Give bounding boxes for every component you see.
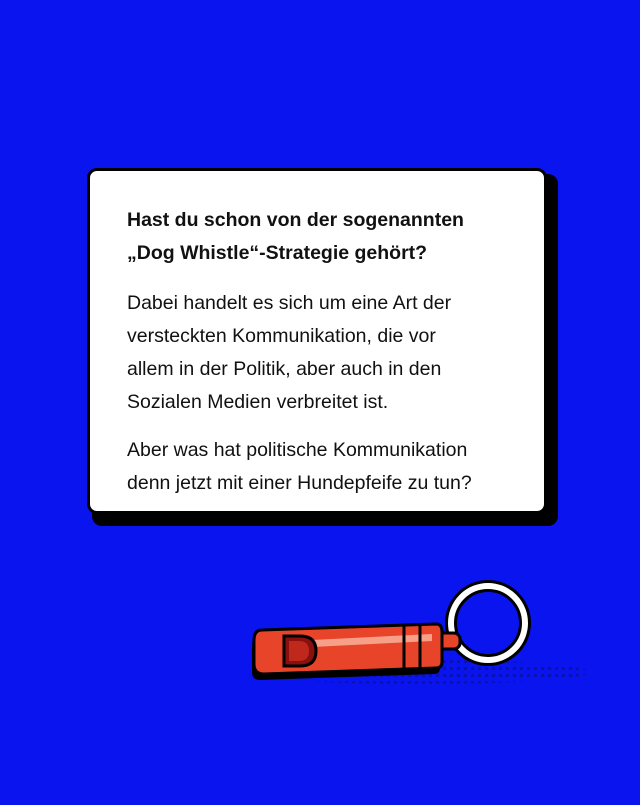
paragraph-1-line: versteckten Kommunikation, die vor (127, 325, 436, 347)
paragraph-1-line: Sozialen Medien verbreitet ist. (127, 391, 389, 413)
whistle-body (254, 624, 442, 674)
paragraph-1-line: allem in der Politik, aber auch in den (127, 358, 442, 380)
paragraph-2-line: Aber was hat politische Kommunikation (127, 439, 468, 461)
heading-line-1: Hast du schon von der sogenannten (127, 209, 464, 231)
key-ring (451, 586, 525, 660)
paragraph-2-line: denn jetzt mit einer Hundepfeife zu tun? (127, 472, 472, 494)
paragraph-1-line: Dabei handelt es sich um eine Art der (127, 292, 452, 314)
heading-line-2: „Dog Whistle“-Strategie gehört? (127, 242, 428, 264)
